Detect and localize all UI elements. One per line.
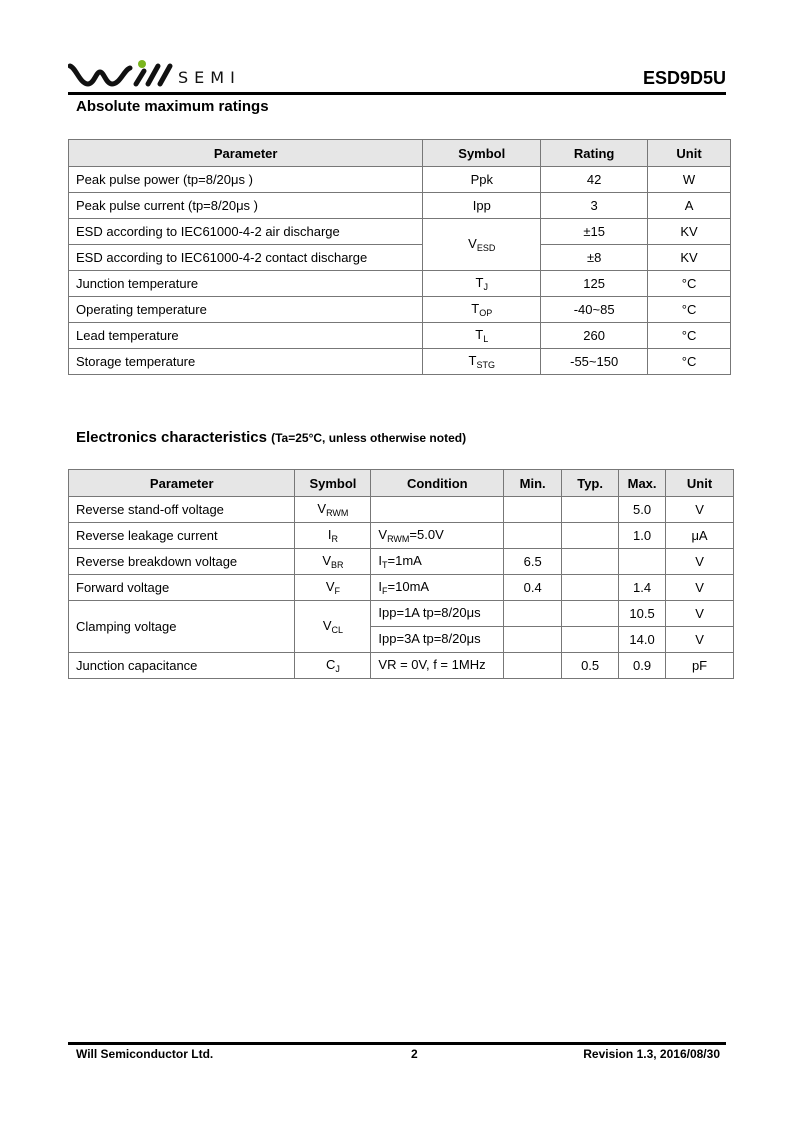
- cell-min: 6.5: [504, 549, 562, 575]
- col-header-symbol: Symbol: [295, 470, 371, 497]
- cell-parameter: Junction capacitance: [69, 653, 295, 679]
- symbol-main: V: [468, 236, 477, 251]
- symbol-sub: ESD: [476, 243, 496, 253]
- symbol-sub: R: [331, 534, 338, 544]
- cond-rest: =5.0V: [409, 527, 444, 542]
- header-divider: [68, 92, 726, 95]
- table-row: [69, 497, 734, 523]
- cell-unit: °C: [648, 323, 731, 349]
- cell-condition: [371, 523, 504, 549]
- cell-unit: °C: [648, 271, 731, 297]
- cond-main: V: [378, 527, 388, 542]
- cell-max: 10.5: [619, 601, 666, 627]
- symbol-main: T: [475, 275, 484, 290]
- symbol-sub: RWM: [326, 508, 349, 518]
- footer-page-number: 2: [411, 1047, 418, 1061]
- col-header-min: Min.: [504, 470, 562, 497]
- cell-symbol: [423, 349, 541, 375]
- cell-unit: V: [666, 549, 734, 575]
- cell-parameter: Lead temperature: [69, 323, 423, 349]
- cell-unit: V: [666, 497, 734, 523]
- cell-typ: [562, 523, 619, 549]
- elec-char-title: [76, 429, 466, 446]
- cell-symbol: [295, 497, 371, 523]
- table-row: [69, 653, 734, 679]
- cell-parameter: Clamping voltage: [69, 601, 295, 653]
- cell-max: 1.4: [619, 575, 666, 601]
- cell-typ: [562, 497, 619, 523]
- table-row: [69, 245, 731, 271]
- cell-parameter: Junction temperature: [69, 271, 423, 297]
- cell-unit: V: [666, 575, 734, 601]
- cond-sub: RWM: [387, 534, 410, 544]
- cond-main: I: [378, 553, 383, 568]
- symbol-sub: OP: [479, 308, 493, 318]
- cell-unit: μA: [666, 523, 734, 549]
- abs-max-title: Absolute maximum ratings: [76, 98, 269, 115]
- cell-rating: 260: [541, 323, 648, 349]
- cond-main: Ipp=1A tp=8/20μs: [378, 605, 481, 620]
- cell-unit: KV: [648, 219, 731, 245]
- table-row: [69, 219, 731, 245]
- cell-min: [504, 653, 562, 679]
- cell-condition: [371, 601, 504, 627]
- cell-rating: -40~85: [541, 297, 648, 323]
- cell-typ: [562, 575, 619, 601]
- symbol-main: I: [327, 527, 332, 542]
- symbol-sub: F: [334, 586, 341, 596]
- cell-rating: ±8: [541, 245, 648, 271]
- table-row: [69, 167, 731, 193]
- cell-max: 14.0: [619, 627, 666, 653]
- cell-parameter: Peak pulse power (tp=8/20μs ): [69, 167, 423, 193]
- cell-max: 1.0: [619, 523, 666, 549]
- symbol-main: T: [475, 327, 484, 342]
- cell-symbol: Ppk: [423, 167, 541, 193]
- table-header-row: [69, 140, 731, 167]
- cell-unit: pF: [666, 653, 734, 679]
- cell-rating: -55~150: [541, 349, 648, 375]
- cell-condition: [371, 549, 504, 575]
- cond-rest: =1mA: [387, 553, 422, 568]
- cell-rating: 42: [541, 167, 648, 193]
- elec-char-title-text: Electronics characteristics: [76, 429, 267, 446]
- cell-rating: ±15: [541, 219, 648, 245]
- cell-rating: 125: [541, 271, 648, 297]
- symbol-main: T: [468, 353, 477, 368]
- will-semi-logo: [68, 56, 258, 92]
- cell-symbol: [423, 271, 541, 297]
- cell-unit: KV: [648, 245, 731, 271]
- col-header-parameter: Parameter: [69, 140, 423, 167]
- col-header-unit: Unit: [666, 470, 734, 497]
- cond-main: VR = 0V, f = 1MHz: [378, 657, 486, 672]
- symbol-sub: L: [483, 334, 489, 344]
- cell-symbol: [295, 523, 371, 549]
- symbol-sub: J: [335, 664, 340, 674]
- symbol-main: V: [322, 553, 332, 568]
- cell-parameter: Storage temperature: [69, 349, 423, 375]
- table-row: [69, 549, 734, 575]
- table-row: [69, 323, 731, 349]
- page-header: [68, 56, 726, 96]
- table-header-row: [69, 470, 734, 497]
- cell-parameter: Operating temperature: [69, 297, 423, 323]
- table-row: [69, 297, 731, 323]
- cell-min: [504, 523, 562, 549]
- symbol-sub: CL: [331, 625, 344, 635]
- cell-symbol: [295, 575, 371, 601]
- cell-unit: V: [666, 627, 734, 653]
- col-header-unit: Unit: [648, 140, 731, 167]
- cell-symbol: Ipp: [423, 193, 541, 219]
- will-logo-mark-icon: [68, 58, 173, 88]
- symbol-main: C: [325, 657, 336, 672]
- cell-unit: A: [648, 193, 731, 219]
- cell-unit: W: [648, 167, 731, 193]
- footer-divider: [68, 1042, 726, 1045]
- cell-min: 0.4: [504, 575, 562, 601]
- col-header-max: Max.: [619, 470, 666, 497]
- cell-condition: [371, 627, 504, 653]
- abs-max-table: [68, 139, 731, 375]
- table-row: [69, 349, 731, 375]
- elec-char-note: (Ta=25°C, unless otherwise noted): [271, 431, 467, 445]
- part-number: ESD9D5U: [642, 68, 726, 88]
- cell-condition: [371, 575, 504, 601]
- table-row: [69, 271, 731, 297]
- symbol-main: V: [325, 579, 335, 594]
- cell-typ: [562, 549, 619, 575]
- col-header-symbol: Symbol: [423, 140, 541, 167]
- symbol-sub: BR: [331, 560, 344, 570]
- table-row: [69, 193, 731, 219]
- col-header-condition: Condition: [371, 470, 504, 497]
- cell-symbol: [423, 297, 541, 323]
- cond-main: Ipp=3A tp=8/20μs: [378, 631, 481, 646]
- cell-typ: [562, 627, 619, 653]
- cell-max: 5.0: [619, 497, 666, 523]
- cell-unit: V: [666, 601, 734, 627]
- cell-symbol: [423, 323, 541, 349]
- cell-rating: 3: [541, 193, 648, 219]
- elec-char-table: [68, 469, 734, 679]
- col-header-typ: Typ.: [562, 470, 619, 497]
- table-row: [69, 575, 734, 601]
- table-row: [69, 523, 734, 549]
- col-header-parameter: Parameter: [69, 470, 295, 497]
- col-header-rating: Rating: [541, 140, 648, 167]
- symbol-main: V: [322, 618, 332, 633]
- footer-revision: Revision 1.3, 2016/08/30: [583, 1047, 720, 1061]
- cond-sub: F: [382, 586, 388, 596]
- symbol-sub: J: [483, 282, 488, 292]
- table-row: [69, 601, 734, 627]
- cell-symbol: [295, 653, 371, 679]
- logo-brand-text: SEMI: [178, 68, 241, 87]
- cond-rest: =10mA: [387, 579, 430, 594]
- cell-symbol: [295, 601, 371, 653]
- cell-condition: [371, 497, 504, 523]
- cond-main: I: [378, 579, 383, 594]
- cell-parameter: ESD according to IEC61000-4-2 air discharge: [69, 219, 423, 245]
- cell-parameter: Forward voltage: [69, 575, 295, 601]
- cell-typ: [562, 601, 619, 627]
- cell-parameter: Reverse leakage current: [69, 523, 295, 549]
- cell-symbol: [295, 549, 371, 575]
- cond-sub: T: [382, 560, 388, 570]
- cell-min: [504, 627, 562, 653]
- cell-parameter: Peak pulse current (tp=8/20μs ): [69, 193, 423, 219]
- cell-unit: °C: [648, 349, 731, 375]
- cell-typ: 0.5: [562, 653, 619, 679]
- cell-parameter: Reverse stand-off voltage: [69, 497, 295, 523]
- cell-max: 0.9: [619, 653, 666, 679]
- symbol-main: V: [317, 501, 327, 516]
- cell-condition: [371, 653, 504, 679]
- cell-max: [619, 549, 666, 575]
- cell-symbol: [423, 219, 541, 271]
- footer-company: Will Semiconductor Ltd.: [76, 1047, 214, 1061]
- cell-min: [504, 601, 562, 627]
- symbol-sub: STG: [476, 360, 495, 370]
- cell-parameter: Reverse breakdown voltage: [69, 549, 295, 575]
- cell-min: [504, 497, 562, 523]
- symbol-main: T: [471, 301, 480, 316]
- cell-unit: °C: [648, 297, 731, 323]
- cell-parameter: ESD according to IEC61000-4-2 contact discharge: [69, 245, 423, 271]
